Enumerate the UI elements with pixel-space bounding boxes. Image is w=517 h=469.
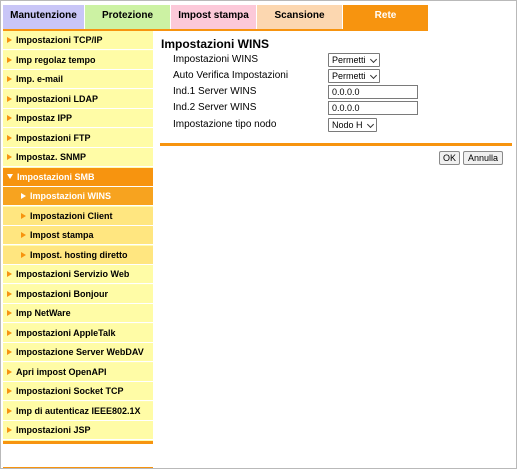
tab-security[interactable]: Protezione [85,5,171,29]
sidebar-item-label: Impost stampa [30,230,94,240]
sidebar-item-label: Impostazioni Client [30,210,113,221]
sidebar-item-socket-tcp[interactable] [3,382,153,401]
sidebar-item-label: Imp di autenticaz IEEE802.1X [16,405,141,416]
sidebar-item-label: Imp NetWare [16,308,71,318]
sidebar-item-time[interactable] [3,51,153,70]
auto-verify-select[interactable] [328,69,380,83]
sidebar-bottom-divider [3,441,153,444]
sidebar-subitem-direct-hosting[interactable] [3,246,153,265]
arrow-right-icon [7,57,12,63]
wins-setting-select[interactable] [328,53,380,67]
wins-server1-label: Ind.1 Server WINS [173,86,257,97]
sidebar-item-label: Impostazioni LDAP [16,93,99,104]
sidebar-item-ieee8021x[interactable] [3,402,153,421]
sidebar-item-email[interactable] [3,70,153,89]
sidebar-item-label: Impostazioni JSP [16,425,91,435]
content-divider [160,143,512,146]
arrow-right-icon [7,330,12,336]
sidebar-item-netware[interactable] [3,304,153,323]
arrow-right-icon [21,232,26,238]
arrow-right-icon [7,427,12,433]
sidebar-item-label: Impostazioni FTP [16,132,91,143]
wins-server1-input[interactable] [328,85,418,99]
wins-server2-input[interactable] [328,101,418,115]
arrow-right-icon [7,388,12,394]
sidebar-item-label: Impostazioni Bonjour [16,288,108,299]
sidebar-item-openapi[interactable] [3,363,153,382]
chevron-down-icon [370,56,377,63]
arrow-right-icon [7,408,12,414]
sidebar-item-label: Impostazioni SMB [17,171,95,182]
arrow-right-icon [7,115,12,121]
sidebar-item-label: Impostaz. SNMP [16,152,87,162]
node-type-select[interactable] [328,118,377,132]
sidebar-item-label: Impostazioni Socket TCP [16,386,124,396]
page-title: Impostazioni WINS [161,37,269,51]
sidebar-item-web-service[interactable] [3,265,153,284]
sidebar-subitem-client[interactable] [3,207,153,226]
sidebar-item-label: Apri impost OpenAPI [16,366,107,377]
arrow-right-icon [7,369,12,375]
sidebar-item-smb[interactable] [3,168,153,187]
sidebar [3,31,153,441]
tab-maintenance[interactable]: Manutenzione [3,5,85,29]
arrow-right-icon [7,310,12,316]
tab-network[interactable]: Rete [343,5,429,31]
auto-verify-label: Auto Verifica Impostazioni [173,70,289,81]
sidebar-item-label: Imp. e-mail [16,74,64,84]
arrow-right-icon [7,349,12,355]
wins-setting-value: Permetti [332,55,366,65]
sidebar-item-label: Impostaz IPP [16,113,73,123]
sidebar-item-ftp[interactable] [3,129,153,148]
sidebar-item-snmp[interactable] [3,148,153,167]
arrow-right-icon [7,271,12,277]
sidebar-item-label: Impostazioni TCP/IP [16,35,103,45]
sidebar-item-label: Impostazioni AppleTalk [16,327,116,338]
node-type-value: Nodo H [332,120,363,130]
chevron-down-icon [367,121,374,128]
sidebar-item-ldap[interactable] [3,90,153,109]
arrow-right-icon [7,135,12,141]
sidebar-item-label: Imp regolaz tempo [16,54,96,65]
auto-verify-value: Permetti [332,71,366,81]
sidebar-item-appletalk[interactable] [3,324,153,343]
arrow-down-icon [7,174,13,179]
arrow-right-icon [7,291,12,297]
arrow-right-icon [21,252,26,258]
arrow-right-icon [7,96,12,102]
wins-setting-label: Impostazioni WINS [173,54,259,65]
sidebar-item-label: Impostazioni Servizio Web [16,269,130,279]
wins-server2-label: Ind.2 Server WINS [173,102,257,113]
ok-button[interactable]: OK [439,151,460,165]
cancel-button[interactable]: Annulla [463,151,503,165]
arrow-right-icon [7,76,12,82]
sidebar-item-webdav[interactable] [3,343,153,362]
arrow-right-icon [21,193,26,199]
sidebar-footer-divider [3,467,153,468]
sidebar-subitem-print[interactable] [3,226,153,245]
sidebar-item-jsp[interactable] [3,421,153,440]
arrow-right-icon [21,213,26,219]
sidebar-subitem-wins[interactable] [3,187,153,206]
tab-print-settings[interactable]: Impost stampa [171,5,257,29]
node-type-label: Impostazione tipo nodo [173,119,277,130]
sidebar-item-label: Impost. hosting diretto [30,249,128,260]
tab-scan[interactable]: Scansione [257,5,343,29]
sidebar-item-tcpip[interactable] [3,31,153,50]
arrow-right-icon [7,37,12,43]
sidebar-item-bonjour[interactable] [3,285,153,304]
arrow-right-icon [7,154,12,160]
sidebar-item-label: Impostazioni WINS [30,191,111,201]
sidebar-item-label: Impostazione Server WebDAV [16,347,144,357]
sidebar-item-ipp[interactable] [3,109,153,128]
chevron-down-icon [370,72,377,79]
